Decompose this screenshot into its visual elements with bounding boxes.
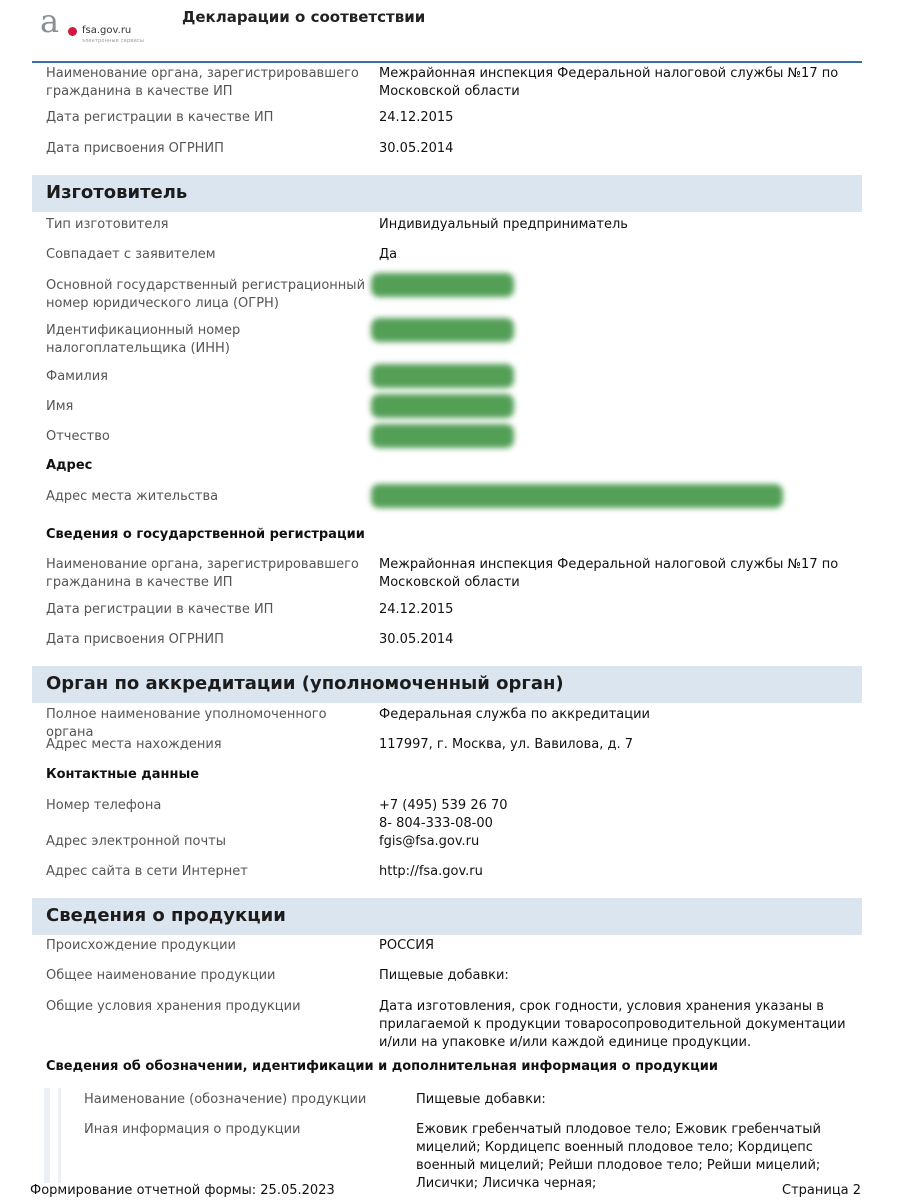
page-number: Страница 2 — [782, 1183, 862, 1198]
report-generated-date: Формирование отчетной формы: 25.05.2023 — [30, 1183, 335, 1198]
field-label: Дата присвоения ОГРНИП — [46, 141, 224, 156]
field-value: Да — [379, 247, 398, 262]
field-label: Идентификационный номер налогоплательщика (ИНН) — [46, 323, 241, 356]
field-value: 30.05.2014 — [379, 632, 454, 647]
field-value: Пищевые добавки: — [379, 968, 509, 983]
field-label: Полное наименование уполномоченного органа — [46, 707, 327, 740]
fsa-logo[interactable] — [40, 2, 160, 45]
indent-marker — [58, 1088, 61, 1183]
field-label: Наименование органа, зарегистрировавшего гражданина в качестве ИП — [46, 557, 359, 590]
field-value: Межрайонная инспекция Федеральной налоговой службы №17 по Московской области — [379, 557, 839, 590]
field-label: Имя — [46, 399, 74, 414]
field-value: РОССИЯ — [379, 938, 434, 953]
field-value: 30.05.2014 — [379, 141, 454, 156]
redacted-value — [371, 394, 514, 418]
indent-marker — [44, 1088, 50, 1183]
field-value: Межрайонная инспекция Федеральной налоговой службы №17 по Московской области — [379, 66, 839, 99]
field-value: 117997, г. Москва, ул. Вавилова, д. 7 — [379, 737, 633, 752]
website-link[interactable]: http://fsa.gov.ru — [379, 864, 483, 879]
redacted-value — [371, 318, 514, 342]
field-label: Фамилия — [46, 369, 108, 384]
field-label: Отчество — [46, 429, 110, 444]
field-value: 24.12.2015 — [379, 602, 454, 617]
field-label: Дата регистрации в качестве ИП — [46, 602, 274, 617]
redacted-value — [371, 484, 783, 508]
section-title: Орган по аккредитации (уполномоченный орган) — [46, 673, 564, 694]
section-product-heading — [32, 898, 862, 935]
field-label: Общие условия хранения продукции — [46, 999, 301, 1014]
state-registration-subheading: Сведения о государственной регистрации — [46, 527, 365, 542]
phone-value: +7 (495) 539 26 70 8- 804-333-08-00 — [379, 798, 508, 831]
field-label: Происхождение продукции — [46, 938, 236, 953]
field-label: Дата присвоения ОГРНИП — [46, 632, 224, 647]
fsa-logo-icon: a — [40, 2, 60, 40]
field-value: 24.12.2015 — [379, 110, 454, 125]
redacted-value — [371, 273, 514, 297]
field-label: Основной государственный регистрационный номер юридического лица (ОГРН) — [46, 278, 366, 311]
field-value: Ежовик гребенчатый плодовое тело; Ежовик гребенчатый мицелий; Кордицепс военный плодовое тело; Кордицепс военный мицелий; Рейши плодовое тело; Рейши мицелий; Лисички; Лисичка черная; — [416, 1122, 821, 1191]
section-title: Изготовитель — [46, 182, 188, 203]
product-identification-subheading: Сведения об обозначении, идентификации и дополнительная информация о продукции — [46, 1059, 718, 1074]
logo-tagline: электронные сервисы — [82, 38, 145, 44]
field-label: Номер телефона — [46, 798, 162, 813]
page-header — [0, 0, 900, 62]
redacted-value — [371, 364, 514, 388]
document-title: Декларации о соответствии — [182, 8, 426, 26]
field-value: Индивидуальный предприниматель — [379, 217, 628, 232]
email-link[interactable]: fgis@fsa.gov.ru — [379, 834, 480, 849]
section-title: Сведения о продукции — [46, 905, 286, 926]
field-label: Совпадает с заявителем — [46, 247, 216, 262]
field-label: Адрес сайта в сети Интернет — [46, 864, 248, 879]
address-subheading: Адрес — [46, 458, 93, 473]
field-label: Адрес электронной почты — [46, 834, 226, 849]
field-label: Иная информация о продукции — [84, 1122, 301, 1137]
field-label: Адрес места нахождения — [46, 737, 222, 752]
header-divider — [32, 61, 862, 63]
field-value: Пищевые добавки: — [416, 1092, 546, 1107]
field-label: Дата регистрации в качестве ИП — [46, 110, 274, 125]
contacts-subheading: Контактные данные — [46, 767, 200, 782]
redacted-value — [371, 424, 514, 448]
logo-dot-icon — [68, 27, 77, 36]
logo-site-text: fsa.gov.ru — [82, 25, 132, 36]
section-manufacturer-heading — [32, 175, 862, 212]
field-label: Наименование (обозначение) продукции — [84, 1092, 367, 1107]
field-value: Федеральная служба по аккредитации — [379, 707, 650, 722]
field-label: Адрес места жительства — [46, 489, 219, 504]
field-label: Общее наименование продукции — [46, 968, 276, 983]
field-label: Тип изготовителя — [46, 217, 169, 232]
section-accreditation-heading — [32, 666, 862, 703]
field-label: Наименование органа, зарегистрировавшего гражданина в качестве ИП — [46, 66, 359, 99]
field-value: Дата изготовления, срок годности, условия хранения указаны в прилагаемой к продукции товаросопроводительной документации и/или на упаковке и/или каждой единице продукции. — [379, 999, 846, 1050]
